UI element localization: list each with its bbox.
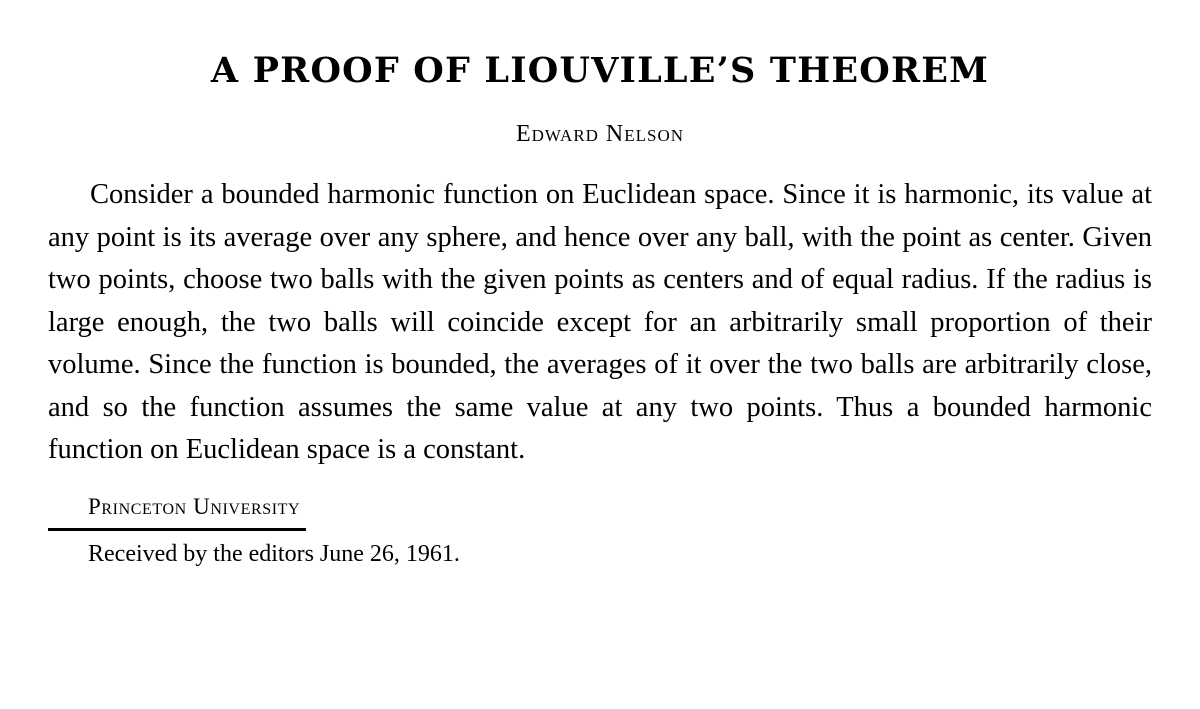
author-name: Edward Nelson [515, 121, 685, 147]
page-title: A PROOF OF LIOUVILLE’S THEOREM [210, 50, 990, 91]
received-date-note: Received by the editors June 26, 1961. [88, 540, 460, 567]
body-paragraph: Consider a bounded harmonic function on Euclidean space. Since it is harmonic, its value at any point is its average over any sphere, and hence over any ball, with the point as center. Given two points, choose two balls with the given points as centers and of equal radius. If the radius is large enough, the two balls will coincide except for an arbitrarily small proportion of their volume. Since the function is bounded, the averages of it over the two balls are arbitrarily close, and so the function assumes the same value at any two points. Thus a bounded harmonic function on Euclidean space is a constant. [48, 179, 1152, 465]
affiliation: Princeton University [88, 493, 301, 519]
